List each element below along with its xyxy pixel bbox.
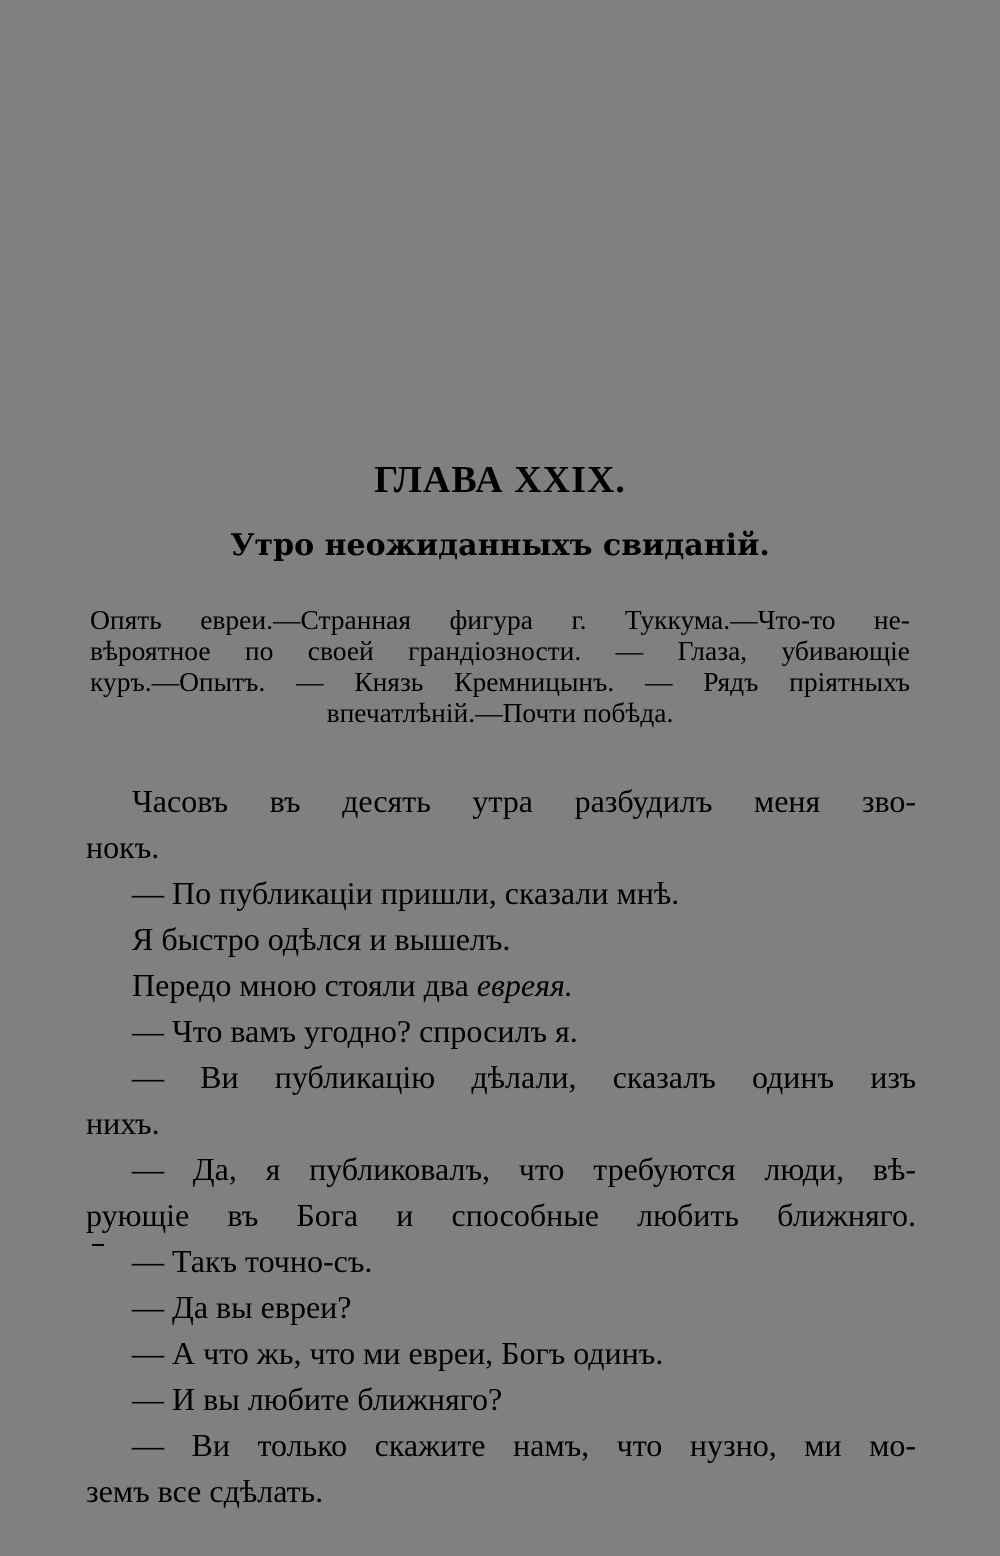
body-line: Часовъ въ десять утра разбудилъ меня зво- [132,783,916,819]
body-line: рующіе въ Бога и способные любить ближняго. [86,1197,916,1233]
chapter-body [86,778,916,1514]
synopsis-line: Опять евреи.—Странная фигура г. Туккума.—Что-то не- [90,604,910,635]
body-line: — А что жь, что ми евреи, Богъ одинъ. [132,1335,664,1371]
chapter-title: Утро неожиданныхъ свиданій. [230,528,770,563]
body-line: нихъ. [86,1105,160,1141]
body-line-with-italic [86,962,916,1008]
body-line: — Ви только скажите намъ, что нузно, ми мо- [132,1427,916,1463]
chapter-number: ГЛАВА XXIX. [374,459,626,501]
body-line: — И вы любите ближняго? [132,1381,503,1417]
body-line: — Да вы евреи? [132,1289,352,1325]
synopsis-line: куръ.—Опытъ. — Князь Кремницынъ. — Рядъ пріятныхъ [90,666,910,697]
body-line: — Такъ точно-съ. [132,1243,373,1279]
body-line: земъ все сдѣлать. [86,1473,324,1509]
body-line: — Да, я публиковалъ, что требуются люди, вѣ- [132,1151,916,1187]
body-line: — Что вамъ угодно? спросилъ я. [132,1013,578,1049]
body-line: Я быстро одѣлся и вышелъ. [132,921,511,957]
body-line: нокъ. [86,829,160,865]
margin-mark [92,1244,104,1246]
body-line-text: Передо мною стояли два [132,967,477,1003]
synopsis-line: вѣроятное по своей грандіозности. — Глаза, убивающіе [90,635,910,666]
body-line: — По публикаціи пришли, сказали мнѣ. [132,875,680,911]
synopsis-line: впечатлѣній.—Почти побѣда. [326,697,674,728]
body-line: — Ви публикацію дѣлали, сказалъ одинъ изъ [132,1059,916,1095]
italic-word: евреяя. [476,967,573,1003]
chapter-synopsis [90,604,910,728]
